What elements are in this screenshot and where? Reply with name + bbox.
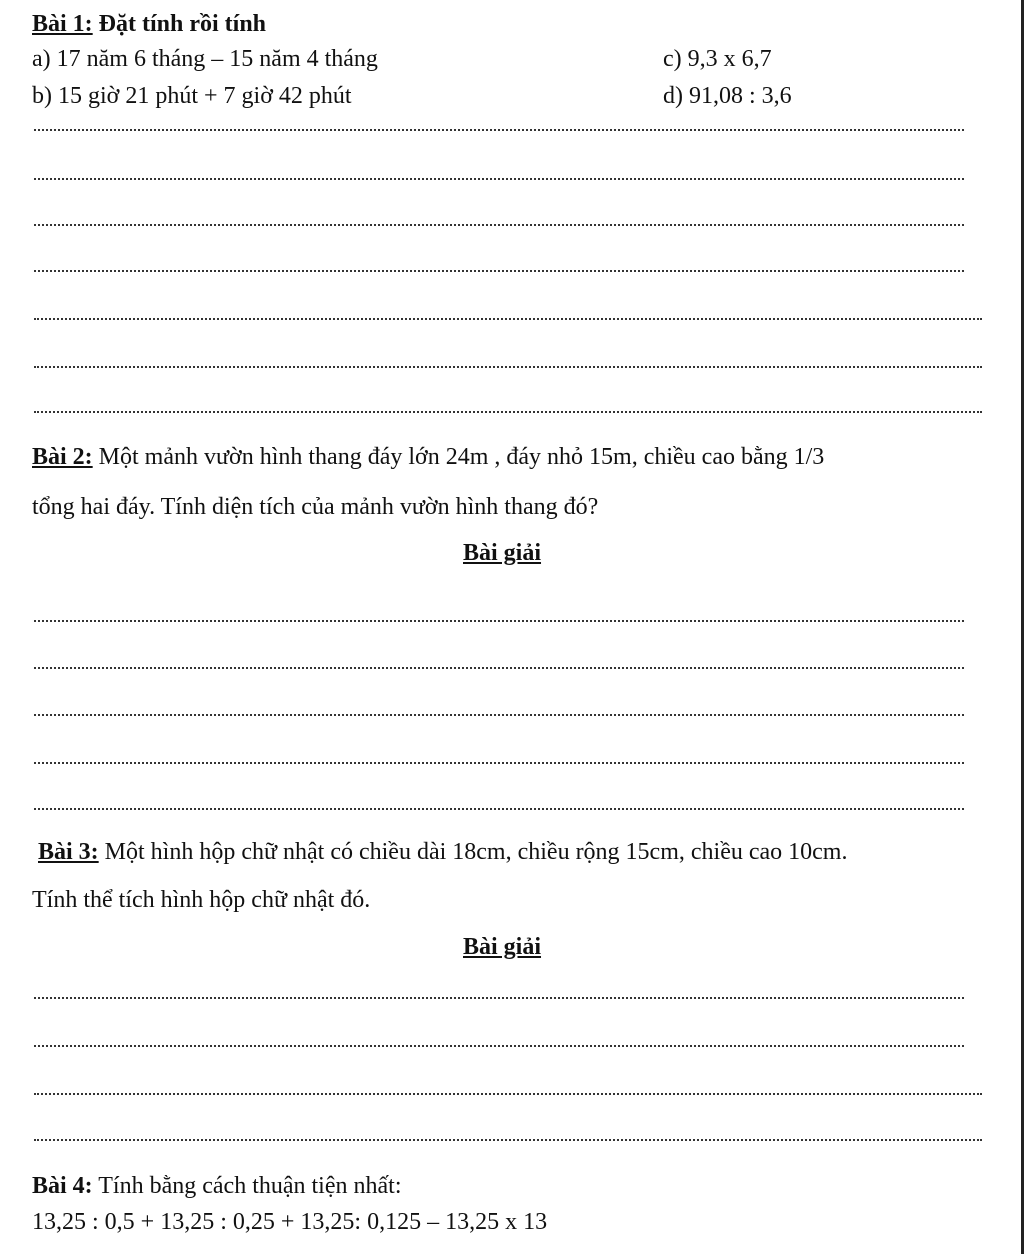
answer-line bbox=[34, 366, 982, 368]
bai4-header bbox=[32, 1172, 401, 1200]
answer-line bbox=[34, 318, 982, 320]
bai3-line1 bbox=[38, 838, 847, 866]
answer-line bbox=[34, 178, 964, 180]
answer-line bbox=[34, 270, 964, 272]
answer-line bbox=[34, 1139, 982, 1141]
bai2-line1 bbox=[32, 443, 824, 471]
answer-line bbox=[34, 129, 964, 131]
bai1-header bbox=[32, 10, 266, 38]
answer-line bbox=[34, 714, 964, 716]
answer-line bbox=[34, 1045, 964, 1047]
answer-line bbox=[34, 620, 964, 622]
bai2-label: Bài 2: bbox=[32, 444, 93, 470]
bai1-item-d: d) 91,08 : 3,6 bbox=[663, 83, 792, 109]
bai3-solution-title: Bài giải bbox=[463, 934, 542, 960]
answer-line bbox=[34, 762, 964, 764]
bai1-title: Đặt tính rồi tính bbox=[98, 11, 267, 37]
answer-line bbox=[34, 667, 964, 669]
answer-line bbox=[34, 808, 964, 810]
bai1-label: Bài 1: bbox=[32, 11, 93, 37]
bai1-item-c: c) 9,3 x 6,7 bbox=[663, 46, 772, 72]
bai3-label: Bài 3: bbox=[38, 839, 99, 865]
bai1-item-b: b) 15 giờ 21 phút + 7 giờ 42 phút bbox=[32, 83, 352, 109]
bai2-text-2: tổng hai đáy. Tính diện tích của mảnh vườn hình thang đó? bbox=[32, 494, 599, 520]
bai4-label: Bài 4: bbox=[32, 1173, 93, 1199]
bai3-text-1: Một hình hộp chữ nhật có chiều dài 18cm, chiều rộng 15cm, chiều cao 10cm. bbox=[104, 839, 848, 865]
bai4-expression: 13,25 : 0,5 + 13,25 : 0,25 + 13,25: 0,125 – 13,25 x 13 bbox=[32, 1209, 548, 1235]
bai2-text-1: Một mảnh vườn hình thang đáy lớn 24m , đáy nhỏ 15m, chiều cao bằng 1/3 bbox=[98, 444, 825, 470]
bai1-item-a: a) 17 năm 6 tháng – 15 năm 4 tháng bbox=[32, 46, 378, 72]
answer-line bbox=[34, 411, 982, 413]
bai3-text-2: Tính thể tích hình hộp chữ nhật đó. bbox=[32, 887, 371, 913]
answer-line bbox=[34, 224, 964, 226]
answer-line bbox=[34, 997, 964, 999]
answer-line bbox=[34, 1093, 982, 1095]
bai4-title: Tính bằng cách thuận tiện nhất: bbox=[98, 1173, 402, 1199]
bai2-solution-title: Bài giải bbox=[463, 540, 542, 566]
